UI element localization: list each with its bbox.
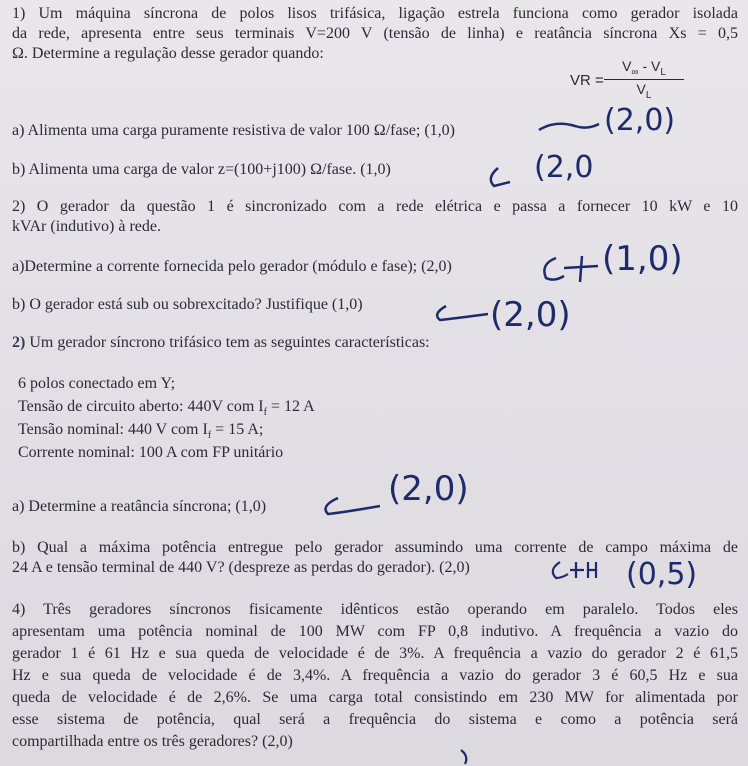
- q1-item-b: b) Alimenta uma carga de valor z=(100+j100) Ω/fase. (1,0): [12, 161, 391, 178]
- handwritten-grade: (1,0): [602, 239, 683, 279]
- formula-lhs: VR =: [570, 72, 604, 89]
- handwritten-grade: (2,0): [604, 103, 676, 138]
- q3-spec-4: Corrente nominal: 100 A com FP unitário: [18, 444, 284, 461]
- handwritten-mark: [534, 248, 604, 288]
- q4-line-3: gerador 1 é 61 Hz e sua queda de velocidade é de 3%. A frequência a vazio do gerador 2 é 61,5: [12, 645, 738, 662]
- q3-spec-3: Tensão nominal: 440 V com $I_f = 15$ A;: [18, 421, 264, 442]
- handwritten-check-mark: [535, 112, 605, 142]
- handwritten-check-mark: [316, 490, 386, 522]
- q2-line-1: 2) O gerador da questão 1 é sincronizado com a rede elétrica e passa a fornecer 10 kW e 10: [12, 198, 738, 215]
- handwritten-mark: [546, 556, 610, 586]
- q4-line-2: apresentam uma potência nominal de 100 MW com FP 0,8 indutivo. A frequência a vazio do: [12, 623, 738, 640]
- handwritten-check-mark: [428, 298, 498, 328]
- formula-fraction-bar: [604, 79, 684, 80]
- q2-item-a: a)Determine a corrente fornecida pelo gerador (módulo e fase); (2,0): [12, 258, 452, 275]
- handwritten-grade: (0,5): [626, 557, 698, 592]
- q1-line-1: 1) Um máquina síncrona de polos lisos trifásica, ligação estrela funciona como gerador isolada: [12, 5, 738, 22]
- handwritten-mark: [455, 748, 475, 766]
- q4-line-6: esse sistema de potência, qual será a frequência do sistema e como a potência será: [12, 711, 738, 728]
- q3-item-a: a) Determine a reatância síncrona; (1,0): [12, 498, 267, 515]
- q3-title: Um gerador síncrono trifásico tem as seguintes características:: [29, 334, 430, 351]
- formula-numerator: $V_\infty - V_L$: [622, 58, 666, 78]
- handwritten-check-mark: [480, 162, 520, 192]
- q1-line-3: Ω. Determine a regulação desse gerador quando:: [12, 45, 324, 62]
- q1-line-2: da rede, apresenta entre seus terminais V=200 V (tensão de linha) e reatância síncrona Xs = 0,5: [12, 25, 738, 42]
- handwritten-grade: (2,0): [490, 295, 571, 335]
- q3-item-b-line-1: b) Qual a máxima potência entregue pelo gerador assumindo uma corrente de campo máxima de: [12, 539, 738, 556]
- q3-number-overwritten: 2): [12, 334, 26, 351]
- q3-spec-1: 6 polos conectado em Y;: [18, 375, 176, 392]
- q4-line-5: queda de velocidade é de 2,6%. Se uma carga total consistindo em 230 MW for alimentada por: [12, 689, 738, 706]
- regulation-formula: [570, 58, 730, 106]
- handwritten-grade: (2,0): [388, 469, 469, 509]
- formula-denominator: $V_L$: [636, 81, 652, 101]
- q4-line-7: compartilhada entre os três geradores? (2,0): [12, 733, 293, 750]
- q3-spec-2: Tensão de circuito aberto: 440V com $I_f = 12$ A: [18, 398, 315, 419]
- q3-item-b-line-2: 24 A e tensão terminal de 440 V? (despreze as perdas do gerador). (2,0): [12, 559, 470, 576]
- q4-line-4: Hz e sua queda de velocidade é de 3,4%. A frequência a vazio do gerador 3 é 60,5 Hz e sua: [12, 667, 738, 684]
- handwritten-grade: (2,0: [534, 150, 594, 185]
- q2-line-2: kVAr (indutivo) à rede.: [12, 218, 161, 235]
- q3-title-line: [12, 333, 738, 353]
- q1-item-a: a) Alimenta uma carga puramente resistiva de valor 100 Ω/fase; (1,0): [12, 122, 455, 139]
- q2-item-b: b) O gerador está sub ou sobrexcitado? Justifique (1,0): [12, 296, 363, 313]
- q4-line-1: 4) Três geradores síncronos fisicamente idênticos estão operando em paralelo. Todos eles: [12, 601, 738, 618]
